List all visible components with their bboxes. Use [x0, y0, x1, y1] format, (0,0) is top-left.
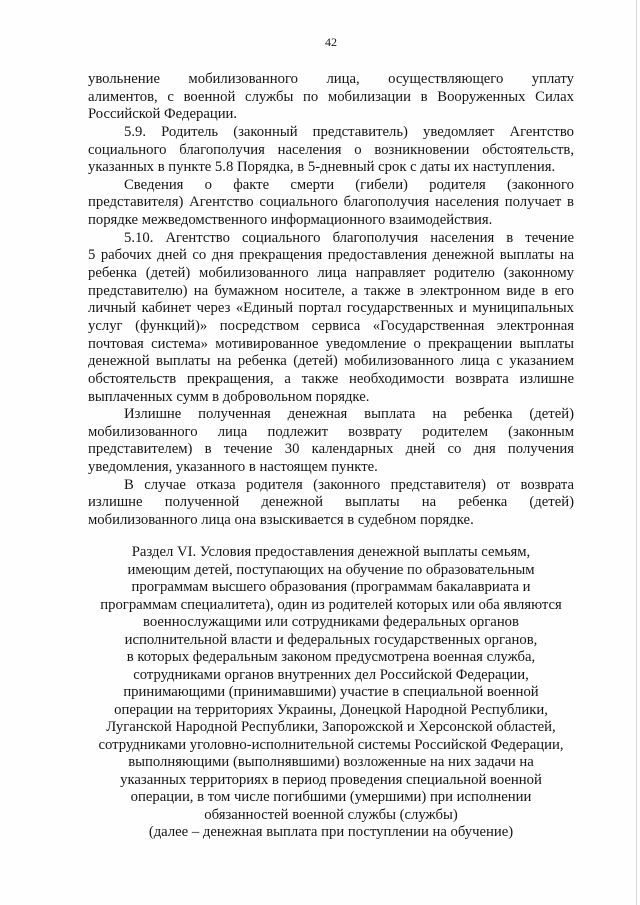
text-line: увольнение мобилизованного лица, осуществляющего уплату: [88, 71, 574, 87]
heading-line: имеющим детей, поступающих на обучение по образовательным: [127, 561, 535, 578]
text-line: 5.9. Родитель (законный представитель) уведомляет Агентство: [124, 123, 574, 140]
heading-line: программам высшего образования (программам бакалавриата и: [131, 579, 531, 595]
heading-line: программам специалитета), один из родителей которых или оба являются: [100, 596, 562, 613]
text-line: порядке межведомственного информационного взаимодействия.: [88, 212, 493, 229]
text-line: представителем) в течение 30 календарных дней со дня получения: [88, 441, 574, 458]
text-line: Излишне полученная денежная выплата на ребенка (детей): [124, 406, 574, 423]
text-line: уведомления, указанного в настоящем пункте.: [88, 459, 378, 476]
text-line: социального благополучия населения о возникновении обстоятельств,: [88, 141, 574, 158]
heading-line: указанных территориях в период проведения специальной военной: [120, 771, 542, 788]
paragraph-death-information: [88, 177, 574, 230]
text-line: обстоятельств прекращения, а также необходимости возврата излишне: [88, 370, 574, 387]
heading-line: сотрудниками уголовно-исполнительной системы Российской Федерации,: [98, 736, 564, 753]
paragraph-5-9: [88, 124, 574, 177]
heading-line: операции на территориях Украины, Донецкой Народной Республики,: [114, 701, 548, 718]
paragraph-court-recovery: [88, 477, 574, 530]
text-line: Российской Федерации.: [88, 106, 238, 123]
text-line: услуг (функций)» посредством сервиса «Государственная электронная: [88, 317, 574, 334]
text-line: 5.10. Агентство социального благополучия населения в течение: [124, 229, 574, 246]
paragraph-refund: [88, 406, 574, 477]
text-line: ребенка (детей) мобилизованного лица направляет родителю (законному: [88, 265, 574, 282]
text-line: почтовая система» мотивированное уведомление о прекращении выплаты: [88, 335, 574, 352]
text-line: представителя) Агентство социального благополучия населения получает в: [88, 194, 574, 211]
heading-line: выполняющими (выполнявшими) возложенные на них задачи на: [128, 754, 534, 770]
text-line: денежной выплаты на ребенка (детей) мобилизованного лица с указанием: [88, 353, 574, 370]
scan-edge-line: [636, 0, 637, 905]
text-line: мобилизованного лица подлежит возврату родителем (законным: [88, 423, 574, 440]
text-line: мобилизованного лица она взыскивается в судебном порядке.: [88, 512, 474, 529]
heading-line: Раздел VI. Условия предоставления денежной выплаты семьям,: [131, 544, 531, 560]
text-line: В случае отказа родителя (законного представителя) от возврата: [124, 476, 574, 493]
heading-line: сотрудниками органов внутренних дел Российской Федерации,: [133, 666, 529, 683]
paragraph-5-10: [88, 230, 574, 406]
page-number: 42: [325, 35, 337, 49]
text-line: алиментов, с военной службы по мобилизации в Вооруженных Силах: [88, 88, 574, 105]
heading-line: операции, в том числе погибшими (умершими) при исполнении: [130, 789, 532, 805]
heading-line: (далее – денежная выплата при поступлении на обучение): [148, 824, 514, 840]
paragraph-continuation: [88, 71, 574, 124]
text-line: указанных в пункте 5.8 Порядка, в 5-дневный срок с даты их наступления.: [88, 159, 556, 176]
heading-line: обязанностей военной службы (службы): [204, 806, 458, 823]
heading-line: Луганской Народной Республики, Запорожской и Херсонской областей,: [106, 719, 556, 735]
body-text: [88, 71, 574, 530]
text-line: выплаченных сумм в добровольном порядке.: [88, 388, 370, 405]
heading-line: исполнительной власти и федеральных государственных органов,: [124, 631, 538, 648]
heading-line: военнослужащими или сотрудниками федеральных органов: [143, 614, 519, 630]
section-6-heading: [88, 544, 574, 842]
heading-line: принимающими (принимавшими) участие в специальной военной: [123, 684, 539, 700]
text-line: представителю) на бумажном носителе, а также в электронном виде в его: [88, 282, 574, 299]
heading-line: в которых федеральным законом предусмотрена военная служба,: [126, 649, 536, 665]
text-line: Сведения о факте смерти (гибели) родителя (законного: [124, 176, 574, 193]
text-line: 5 рабочих дней со дня прекращения предоставления денежной выплаты на: [88, 247, 574, 264]
text-line: излишне полученной денежной выплаты на ребенка (детей): [88, 494, 574, 511]
text-line: личный кабинет через «Единый портал государственных и муниципальных: [88, 300, 574, 317]
